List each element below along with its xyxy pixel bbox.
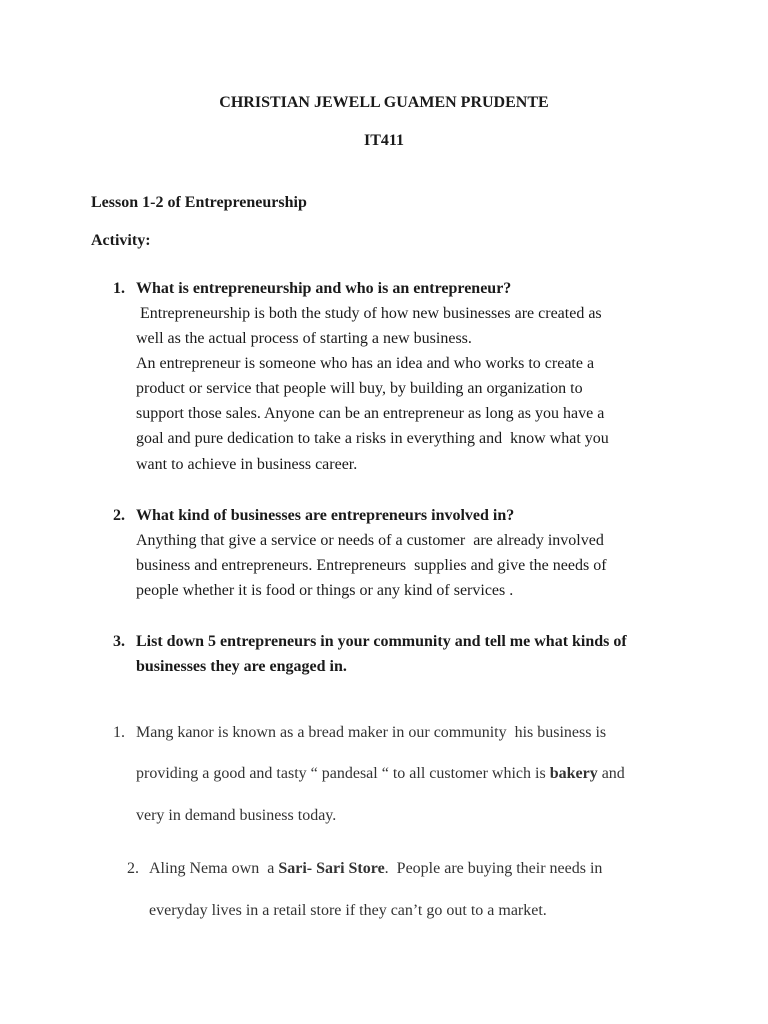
answer-line: support those sales. Anyone can be an entrepreneur as long as you have a (136, 405, 605, 422)
activity-label: Activity: (91, 232, 151, 249)
student-name: CHRISTIAN JEWELL GUAMEN PRUDENTE (219, 94, 549, 111)
entrepreneur-text-part: Aling Nema own a (149, 860, 279, 877)
question-number: 3. (113, 633, 125, 650)
answer-line: Anything that give a service or needs of a customer are already involved (136, 532, 604, 549)
question-number: 1. (113, 280, 125, 297)
question-text: List down 5 entrepreneurs in your community and tell me what kinds of (136, 633, 627, 650)
question-text: businesses they are engaged in. (136, 658, 347, 675)
question-number: 2. (113, 507, 125, 524)
course-code: IT411 (363, 132, 404, 149)
entrepreneur-text-part: providing a good and tasty “ pandesal “ to all customer which is (136, 765, 550, 782)
entrepreneur-text (136, 765, 625, 783)
answer-line: business and entrepreneurs. Entrepreneurs supplies and give the needs of (136, 557, 607, 574)
entrepreneur-text: Mang kanor is known as a bread maker in our community his business is (136, 724, 607, 741)
list-number: 2. (127, 860, 139, 877)
lesson-title: Lesson 1-2 of Entrepreneurship (91, 194, 307, 211)
entrepreneur-text-part: . People are buying their needs in (384, 860, 603, 877)
answer-line: goal and pure dedication to take a risks in everything and know what you (136, 430, 609, 447)
answer-line: well as the actual process of starting a new business. (136, 330, 472, 347)
question-text: What is entrepreneurship and who is an entrepreneur? (136, 280, 512, 297)
answer-line: Entrepreneurship is both the study of how new businesses are created as (136, 305, 602, 322)
answer-line: An entrepreneur is someone who has an idea and who works to create a (136, 355, 595, 372)
entrepreneur-text (149, 860, 602, 878)
question-text: What kind of businesses are entrepreneurs involved in? (136, 507, 515, 524)
answer-line: want to achieve in business career. (136, 456, 358, 473)
business-type: Sari- Sari Store (278, 860, 385, 877)
entrepreneur-text: very in demand business today. (136, 807, 337, 824)
list-number: 1. (113, 724, 125, 741)
answer-line: product or service that people will buy, by building an organization to (136, 380, 583, 397)
business-type: bakery (549, 765, 598, 782)
entrepreneur-text: everyday lives in a retail store if they can’t go out to a market. (149, 902, 547, 919)
answer-line: people whether it is food or things or any kind of services . (136, 582, 514, 599)
entrepreneur-text-part: and (597, 765, 625, 782)
